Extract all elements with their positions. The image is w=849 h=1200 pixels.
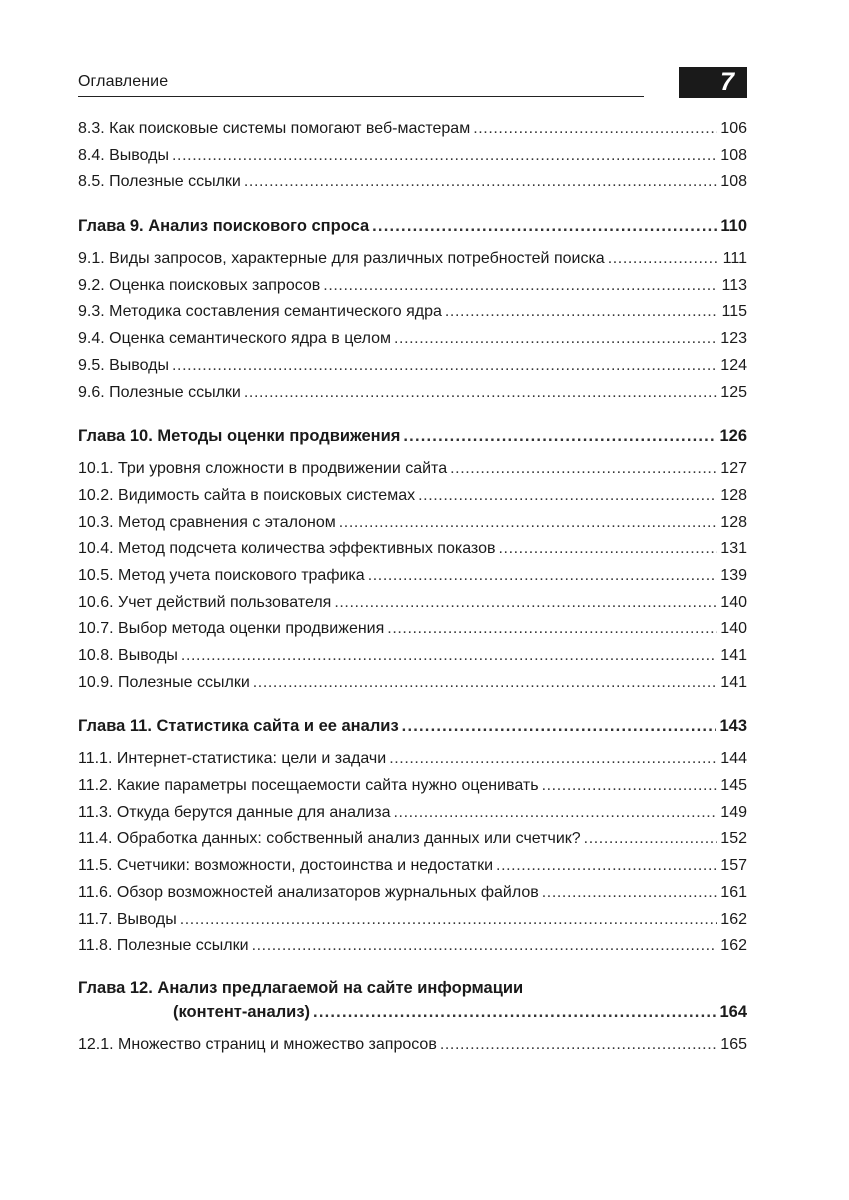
entry-title: 11.7. Выводы <box>78 910 177 928</box>
page-number: 143 <box>719 717 747 736</box>
page-number: 128 <box>720 486 747 504</box>
toc-entry[interactable] <box>78 169 747 196</box>
dot-leader <box>339 510 718 537</box>
section-spacer <box>78 239 747 246</box>
entry-title: 11.5. Счетчики: возможности, достоинства и недостатки <box>78 857 494 875</box>
section-spacer <box>78 196 747 213</box>
page-number: 127 <box>720 460 747 478</box>
dot-leader <box>542 773 718 800</box>
toc-entry[interactable] <box>78 590 747 617</box>
toc-entry[interactable] <box>78 616 747 643</box>
entry-title: 8.5. Полезные ссылки <box>78 173 241 191</box>
dot-leader <box>181 643 717 670</box>
page-number: 140 <box>720 620 747 638</box>
chapter-title: Глава 10. Методы оценки продвижения <box>78 427 401 446</box>
page-number-badge: 7 <box>679 67 747 98</box>
page-number: 125 <box>720 383 747 401</box>
entry-title: 11.2. Какие параметры посещаемости сайта нужно оценивать <box>78 777 539 795</box>
entry-title: 10.7. Выбор метода оценки продвижения <box>78 620 385 638</box>
entry-title: 11.6. Обзор возможностей анализаторов журнальных файлов <box>78 883 539 901</box>
chapter-title: Глава 11. Статистика сайта и ее анализ <box>78 717 399 736</box>
toc-entry[interactable] <box>78 353 747 380</box>
dot-leader <box>313 999 716 1025</box>
page-number: 165 <box>720 1035 747 1053</box>
section-spacer <box>78 406 747 423</box>
entry-title: 11.8. Полезные ссылки <box>78 937 249 955</box>
chapter-title: Глава 12. Анализ предлагаемой на сайте информации <box>78 978 524 997</box>
page-number: 110 <box>720 217 747 236</box>
section-spacer <box>78 1025 747 1032</box>
toc-entry[interactable] <box>78 746 747 773</box>
toc-entry[interactable] <box>78 483 747 510</box>
chapter-heading-line[interactable] <box>78 977 747 999</box>
entry-title: 9.1. Виды запросов, характерные для различных потребностей поиска <box>78 250 605 268</box>
toc-entry[interactable] <box>78 773 747 800</box>
dot-leader <box>253 670 718 697</box>
toc-chapter-entry[interactable] <box>78 423 747 449</box>
dot-leader <box>389 746 717 773</box>
toc-chapter-entry[interactable] <box>78 213 747 239</box>
dot-leader <box>394 326 717 353</box>
entry-title: 9.5. Выводы <box>78 356 170 374</box>
page-number: 113 <box>721 276 747 294</box>
page-number: 140 <box>720 593 747 611</box>
toc-entry[interactable] <box>78 880 747 907</box>
page-number: 144 <box>720 750 747 768</box>
entry-title: 11.3. Откуда берутся данные для анализа <box>78 803 391 821</box>
page-number: 161 <box>720 883 747 901</box>
chapter-title: Глава 9. Анализ поискового спроса <box>78 217 370 236</box>
page-number: 106 <box>720 120 747 137</box>
toc-entry[interactable] <box>78 299 747 326</box>
section-spacer <box>78 739 747 746</box>
dot-leader <box>450 456 717 483</box>
toc-entry[interactable] <box>78 853 747 880</box>
page-number: 139 <box>720 566 747 584</box>
toc-entry[interactable] <box>78 246 747 273</box>
entry-title: 12.1. Множество страниц и множество запросов <box>78 1035 437 1053</box>
toc-entry[interactable] <box>78 1032 747 1059</box>
running-header-title: Оглавление <box>78 73 169 90</box>
entry-title: 10.8. Выводы <box>78 647 178 664</box>
toc-entry[interactable] <box>78 643 747 670</box>
entry-title: 9.6. Полезные ссылки <box>78 383 241 401</box>
page-number: 141 <box>720 673 747 691</box>
dot-leader <box>334 590 717 617</box>
entry-title: 9.2. Оценка поисковых запросов <box>78 276 321 294</box>
page-number: 111 <box>722 250 747 268</box>
page-number: 108 <box>720 173 747 191</box>
entry-title: 8.3. Как поисковые системы помогают веб-мастерам <box>78 120 471 137</box>
toc-entry[interactable] <box>78 907 747 934</box>
toc-entry[interactable] <box>78 510 747 537</box>
toc-entry[interactable] <box>78 116 747 143</box>
toc-entry[interactable] <box>78 380 747 407</box>
dot-leader <box>496 853 717 880</box>
page-number: 128 <box>720 513 747 531</box>
page-number: 124 <box>720 356 747 374</box>
dot-leader <box>387 616 717 643</box>
dot-leader <box>244 380 717 407</box>
dot-leader <box>372 213 717 239</box>
dot-leader <box>402 713 717 739</box>
section-spacer <box>78 960 747 977</box>
entry-title: 10.1. Три уровня сложности в продвижении сайта <box>78 460 448 478</box>
dot-leader <box>403 423 716 449</box>
dot-leader <box>180 907 718 934</box>
dot-leader <box>473 116 717 143</box>
section-spacer <box>78 696 747 713</box>
page-number: 141 <box>720 647 747 664</box>
entry-title: 11.1. Интернет-статистика: цели и задачи <box>78 750 387 768</box>
entry-title: 11.4. Обработка данных: собственный анализ данных или счетчик? <box>78 830 581 848</box>
page-number: 108 <box>720 146 747 164</box>
toc-entry[interactable] <box>78 456 747 483</box>
entry-title: 8.4. Выводы <box>78 146 170 164</box>
toc-chapter-entry[interactable] <box>78 999 747 1025</box>
entry-title: 10.5. Метод учета поискового трафика <box>78 566 365 584</box>
toc-entry[interactable] <box>78 800 747 827</box>
toc-entry[interactable] <box>78 826 747 853</box>
toc-entry[interactable] <box>78 273 747 300</box>
header-rule <box>78 96 644 97</box>
dot-leader <box>244 169 717 196</box>
entry-title: 10.6. Учет действий пользователя <box>78 593 332 611</box>
dot-leader <box>172 143 717 170</box>
section-spacer <box>78 449 747 456</box>
dot-leader <box>608 246 720 273</box>
dot-leader <box>172 353 717 380</box>
page-number: 164 <box>719 1002 747 1021</box>
entry-title: 9.4. Оценка семантического ядра в целом <box>78 330 391 348</box>
toc-chapter-entry[interactable] <box>78 713 747 739</box>
page-number: 115 <box>721 303 747 321</box>
page-number: 162 <box>720 910 747 928</box>
toc-entry[interactable] <box>78 143 747 170</box>
table-of-contents <box>78 116 747 1059</box>
entry-title: 10.4. Метод подсчета количества эффективных показов <box>78 540 496 558</box>
page-number: 152 <box>720 830 747 848</box>
chapter-title-continuation: (контент-анализ) <box>173 1002 311 1021</box>
toc-entry[interactable] <box>78 326 747 353</box>
dot-leader <box>584 826 718 853</box>
entry-title: 10.9. Полезные ссылки <box>78 673 250 691</box>
entry-title: 10.2. Видимость сайта в поисковых системах <box>78 486 416 504</box>
dot-leader <box>252 933 718 960</box>
page-number: 145 <box>720 777 747 795</box>
page-number: 162 <box>720 937 747 955</box>
page-number: 123 <box>720 330 747 348</box>
page-number: 126 <box>719 427 747 446</box>
dot-leader <box>445 299 719 326</box>
entry-title: 10.3. Метод сравнения с эталоном <box>78 513 336 531</box>
dot-leader <box>323 273 718 300</box>
dot-leader <box>418 483 717 510</box>
page-number: 157 <box>720 857 747 875</box>
toc-entry[interactable] <box>78 933 747 960</box>
page-number: 131 <box>720 540 747 558</box>
toc-entry[interactable] <box>78 563 747 590</box>
dot-leader <box>498 536 717 563</box>
toc-entry[interactable] <box>78 536 747 563</box>
dot-leader <box>542 880 718 907</box>
entry-title: 9.3. Методика составления семантического ядра <box>78 303 442 321</box>
dot-leader <box>368 563 718 590</box>
page-number: 149 <box>720 803 747 821</box>
dot-leader <box>393 800 717 827</box>
dot-leader <box>440 1032 717 1059</box>
toc-entry[interactable] <box>78 670 747 697</box>
